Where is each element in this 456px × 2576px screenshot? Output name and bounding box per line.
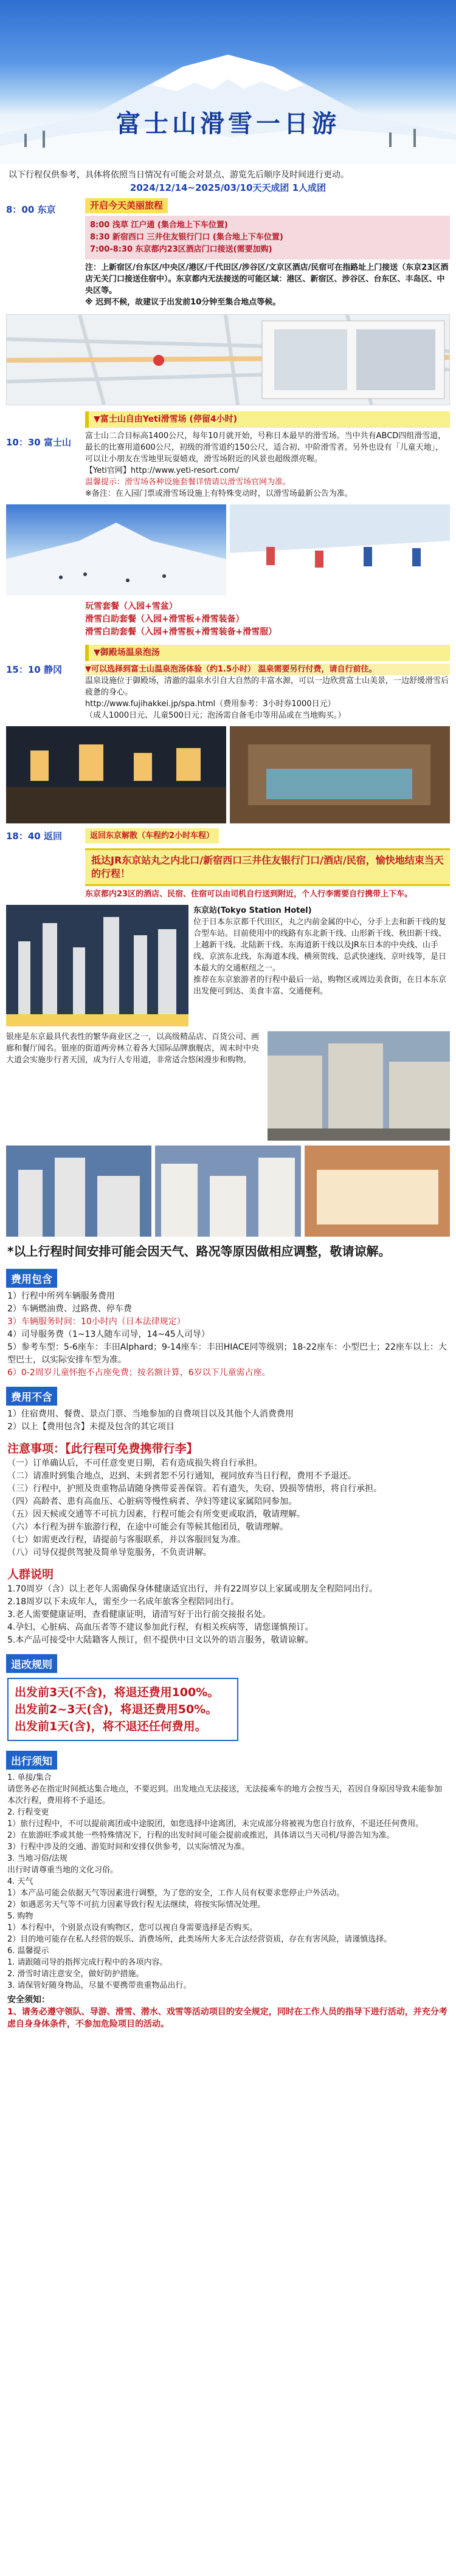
tour-date: 2024/12/14~2025/03/10天天成团 1人成团 <box>130 182 326 193</box>
hero-banner <box>0 0 456 164</box>
travel-item: 2. 滑雪时请注意安全，做好防护措施。 <box>7 1970 144 1979</box>
ski-tip: 温馨提示：滑雪场各种设施套餐详情请以滑雪场官网为准。 <box>85 478 291 487</box>
intro-disclaimer: 以下行程仅供参考，具体将依照当日情况有可能会对景点、游览先后顺序及时间进行更动。 <box>9 170 349 180</box>
onsen-sub: ▼可以选择到富士山温泉泡汤体验（约1.5小时） 温泉需要另行付费，请自行前往。 <box>85 664 450 675</box>
note-item: （四）高龄者、患有高血压、心脏病等慢性病者、孕妇等建议家属陪同参加。 <box>7 1497 297 1506</box>
ginza-photo <box>268 1031 450 1141</box>
ski-site: 【Yeti官网】http://www.yeti-resort.com/ <box>85 466 240 475</box>
onsen-desc: 温泉设施位于御殿场，清澈的温泉水引自大自然的丰富水源，可以一边欣赏富士山美景，一边舒缓滑雪后疲惫的身心。 <box>85 676 449 697</box>
fee-exclude-list <box>0 1408 456 1434</box>
ski-note: ※备注：在入园门票或滑雪场设施上有特殊变动时，以滑雪场最新公告为准。 <box>85 489 353 498</box>
ski-packages <box>0 596 456 639</box>
itinerary-step-1 <box>0 198 456 308</box>
dropoff-section <box>0 843 456 900</box>
travel-item: 2）如遇恶劣天气等不可抗力因素导致行程无法继续，将按实际情况处理。 <box>7 1900 266 1909</box>
onsen-site: http://www.fujihakkei.jp/spa.html（费用参考：3小时券1000日元） <box>85 699 336 709</box>
tokyo-station-text <box>193 905 450 1026</box>
map-illustration <box>7 315 449 405</box>
fee-item: 5）参考车型：5-6座车：丰田Alphard；9-14座车：丰田HIACE同等级别；18-22座车：小型巴士；22座车以上：大型巴士，以实际安排车型为准。 <box>7 1342 447 1365</box>
travel-item: 3. 请保管好随身物品，尽量不要携带贵重物品出行。 <box>7 1981 192 1990</box>
travel-item: 1）旅行过程中，不可以提前离团或中途脱团，如您选择中途离团，未完成部分将被视为您自行放弃，不退还任何费用。 <box>7 1819 424 1829</box>
onsen-note: （成人1000日元、儿童500日元；泡汤需自备毛巾等用品或在当地购买。） <box>85 711 346 720</box>
travel-item: 请您务必在指定时间抵达集合地点，不要迟到。出发地点无法接送，无法接乘车的地方会按当天，若因自身原因导致未能参加本次行程，费用将不予退还。 <box>7 1785 443 1805</box>
person-item: 1.70周岁（含）以上老年人需确保身体健康适宜出行，并有22周岁以上家属或朋友全程陪同出行。 <box>7 1584 378 1594</box>
fee-item: 2）车辆燃油费、过路费、停车费 <box>7 1304 132 1314</box>
person-item: 4.孕妇、心脏病、高血压者等不建议参加此行程，有相关疾病等，请您谨慎预订。 <box>7 1623 314 1632</box>
step-bar: ▼富士山自由Yeti滑雪场 (停留4小时) <box>85 411 450 428</box>
dropoff-band: 抵达JR东京站丸之内北口/新宿西口三井住友银行门口/酒店/民宿，愉快地结束当天的行程！ <box>85 848 450 886</box>
fee-item: 1）住宿费用、餐费、景点门票、当地参加的自费项目以及其他个人消费费用 <box>7 1409 294 1419</box>
fuji-mountain-illustration <box>0 43 456 164</box>
travel-item: 1. 单接/集合 <box>7 1773 52 1782</box>
tokyo-station-title: 东京站(Tokyo Station Hotel) <box>193 906 312 915</box>
safety-section <box>0 1991 456 2035</box>
note-item: （三）行程中，护照及贵重物品请随身携带妥善保管。若有遗失，失窃、毁损等情形，将自行承担。 <box>7 1484 382 1494</box>
note-item: （八）司导仅提供驾驶及简单导览服务，不负责讲解。 <box>7 1548 212 1558</box>
meeting-map <box>6 314 450 405</box>
tokyo-station-desc2: 推荐在东京旅游者的行程中最后一站，购物区或周边美食街，在日本东京出发便可到达、美食丰富、交通便利。 <box>193 975 447 996</box>
note-item: （七）如需更改行程，请提前与客服联系，并以客服回复为准。 <box>7 1535 246 1545</box>
tokyo-station-block <box>0 900 456 1026</box>
refund-item: 出发前3天(不含)，将退还费用100%。 <box>15 1686 219 1699</box>
travel-heading: 出行须知 <box>6 1751 57 1770</box>
city-photo <box>155 1145 300 1237</box>
dropoff-note: 东京都内23区的酒店、民宿、住宿可以由司机自行送到附近，个人行李需要自行携带上下车。 <box>85 890 413 899</box>
travel-list <box>0 1772 456 1991</box>
fee-item: 6）0-2周岁儿童怀抱不占座免费；按名额计算，6岁以下儿童需占座。 <box>7 1368 271 1378</box>
persons-list <box>0 1583 456 1647</box>
note-item: （六）本行程为拼车旅游行程，在途中可能会有等候其他团员，敬请理解。 <box>7 1522 288 1532</box>
safety-text: 1、请务必遵守领队、导游、滑雪、潜水、戏雪等活动项目的安全规定，同时在工作人员的指导下进行活动，并充分考虑自身身体条件，不参加危险项目的活动。 <box>7 2007 447 2029</box>
step-bar: ▼御殿场温泉泡汤 <box>85 645 450 661</box>
travel-item: 1）本行程中，个别景点设有购物区，您可以视自身需要选择是否购买。 <box>7 1923 258 1932</box>
itinerary-step-2 <box>0 411 456 500</box>
tokyo-station-photo <box>6 905 188 1026</box>
tokyo-station-desc: 位于日本东京都千代田区，丸之内前金属的中心，分手上去和新干线的复合型车站。目前使用中的线路有东北新干线、山形新干线、秋田新干线、上越新干线、北陆新干线、东海道新干线以及JR东日本的中央线、山手线、京滨东北线、东海道本线、横须贺线、总武快速线、京叶线等，是日本最大的交通枢纽之一。 <box>193 918 447 973</box>
package-item: 滑雪白助套餐（入园+滑雪板+滑雪装备+滑雪服） <box>85 627 277 637</box>
fee-item: 3）车辆服务时间：10小时内（日本法律规定） <box>7 1317 185 1327</box>
notes-heading: 注意事项：【此行程可免费携带行李】 <box>7 1442 198 1455</box>
package-item: 玩雪套餐（入园+雪盆） <box>85 602 178 611</box>
city-photo <box>6 1145 151 1237</box>
ginza-text: 银座是东京最具代表性的繁华商业区之一，以高级精品店、百货公司、画廊和餐厅闻名。银座的街道两旁林立着各大国际品牌旗舰店，周末时中央大道会实施步行者天国，成为行人专用道，非常适合悠闲漫步和购物。 <box>6 1032 260 1065</box>
refund-box <box>7 1678 238 1741</box>
onsen-bath-photo <box>230 726 450 823</box>
ski-slope-photo <box>6 504 226 596</box>
fee-item: 1）行程中所列车辆服务费用 <box>7 1291 115 1301</box>
travel-item: 1. 请跟随司导的指挥完成行程中的各项内容。 <box>7 1958 168 1967</box>
travel-item: 2）目的地可能存在私人经营的娱乐、消费场所，此类场所大多无合法经营资质，存在有害风险，请谨慎选择。 <box>7 1935 392 1944</box>
person-item: 3.老人需要健康证明，查看健康证明，请清写好于出行前交接报名处。 <box>7 1610 271 1619</box>
refund-heading: 退改规则 <box>6 1654 57 1673</box>
itinerary-step-4 <box>0 828 456 843</box>
fee-exclude-heading: 费用不含 <box>6 1387 57 1406</box>
step-badge: 开启今天美丽旅程 <box>85 198 168 213</box>
hero-title: 富士山滑雪一日游 <box>116 110 340 138</box>
note-item: （五）因天候或交通等不可抗力因素，行程可能会有所变更或取消，敬请理解。 <box>7 1510 305 1519</box>
travel-item: 3. 当地习俗/法规 <box>7 1854 67 1863</box>
onsen-night-photo <box>6 726 226 823</box>
pickup-stop: 8:30 新宿西口 三井住友银行门口 (集合地上下车位置) <box>90 233 283 242</box>
travel-item: 2. 行程变更 <box>7 1808 49 1817</box>
snow-people-photo <box>230 504 450 596</box>
refund-item: 出发前2~3天(含)，将退还费用50%。 <box>15 1703 218 1716</box>
travel-item: 6. 温馨提示 <box>7 1946 49 1956</box>
fee-include-list <box>0 1290 456 1379</box>
step-time: 15：10 静冈 <box>6 664 62 675</box>
travel-item: 5. 购物 <box>7 1912 33 1921</box>
note-item: （二）请准时到集合地点，迟到、未到者恕不另行通知，视同放弃当日行程，费用不予退还。 <box>7 1471 356 1481</box>
person-item: 2.18周岁以下未成年人，需至少一名成年旅客全程陪同出行。 <box>7 1597 240 1607</box>
refund-item: 出发前1天(含)，将不退还任何费用。 <box>15 1720 207 1733</box>
fee-include-heading: 费用包含 <box>6 1269 57 1288</box>
travel-item: 2）在旅游旺季或其他一些特殊情况下，行程的出发时间可能会提前或推迟，具体请以当天司机/导游告知为准。 <box>7 1831 395 1840</box>
travel-item: 1）本产品可能会依据天气等因素进行调整，为了您的安全，工作人员有权要求您停止户外活动。 <box>7 1889 345 1898</box>
fee-item: 2）以上【费用包含】未提及包含的其它项目 <box>7 1422 174 1432</box>
intro <box>0 164 456 194</box>
notes-list <box>0 1457 456 1559</box>
pickup-note: 注：上新宿区/台东区/中央区/港区/千代田区/涉谷区/文京区酒店/民宿可在指路址上门接送（东京23区酒店无关门口接送住宿中）。东京都内无法接送的可能区域：港区、新宿区、涉谷区、台东区、丰岛区、中央区等。 <box>85 263 449 295</box>
package-item: 滑雪白助套餐（入园+滑雪板+滑雪装备） <box>85 614 244 624</box>
step-time: 18：40 返回 <box>6 831 62 842</box>
step-bar: 返回东京解散（车程约2小时车程） <box>85 828 219 843</box>
city-photos <box>0 1141 456 1237</box>
late-notice: ※ 迟到不候，故建议于出发前10分钟至集合地点等候。 <box>85 298 281 307</box>
step-time: 8：00 东京 <box>6 204 56 215</box>
step-time: 10：30 富士山 <box>6 437 71 448</box>
fee-item: 4）司导服务费（1~13人随车司导，14~45人司导） <box>7 1330 210 1339</box>
big-warning: *以上行程时间安排可能会因天气、路况等原因做相应调整，敬请谅解。 <box>7 1244 391 1259</box>
pickup-stop: 7:00-8:30 东京都内23区酒店门口接送(需要加购) <box>90 245 272 254</box>
travel-item: 4. 天气 <box>7 1877 33 1886</box>
person-item: 5.本产品可接受中大陆籍客人预订，但不提供中日文以外的语言服务，敬请谅解。 <box>7 1635 314 1645</box>
ski-desc: 富士山二合目标高1400公尺，每年10月就开始，号称日本最早的滑雪场。当中共有ABCD四组滑雪道，最长的比赛用道600公尺，初级的滑雪道约150公尺，适合初、中阶滑雪者。另外也设有「儿童天地」，可以让小朋友在雪地里玩耍嬉戏，滑雪场附近的风景也超级漂亮喔。 <box>85 431 446 464</box>
safety-heading: 安全须知： <box>7 1995 50 2005</box>
itinerary-step-3 <box>0 645 456 721</box>
city-photo <box>305 1145 450 1237</box>
onsen-photos <box>0 721 456 823</box>
ski-photos <box>0 500 456 596</box>
travel-item: 3）行程中涉及的交通、游览时间和安排仅供参考，以实际情况为准。 <box>7 1843 250 1852</box>
pickup-stop: 8:00 浅草 江户通 (集合地上下车位置) <box>90 221 228 230</box>
pickup-stops <box>85 216 450 259</box>
travel-item: 出行时请尊重当地的文化习俗。 <box>7 1866 119 1875</box>
persons-heading: 人群说明 <box>7 1568 54 1581</box>
note-item: （一）订单确认后，不可任意变更日期，若有造成损失将自行承担。 <box>7 1458 263 1468</box>
ginza-block <box>0 1026 456 1141</box>
